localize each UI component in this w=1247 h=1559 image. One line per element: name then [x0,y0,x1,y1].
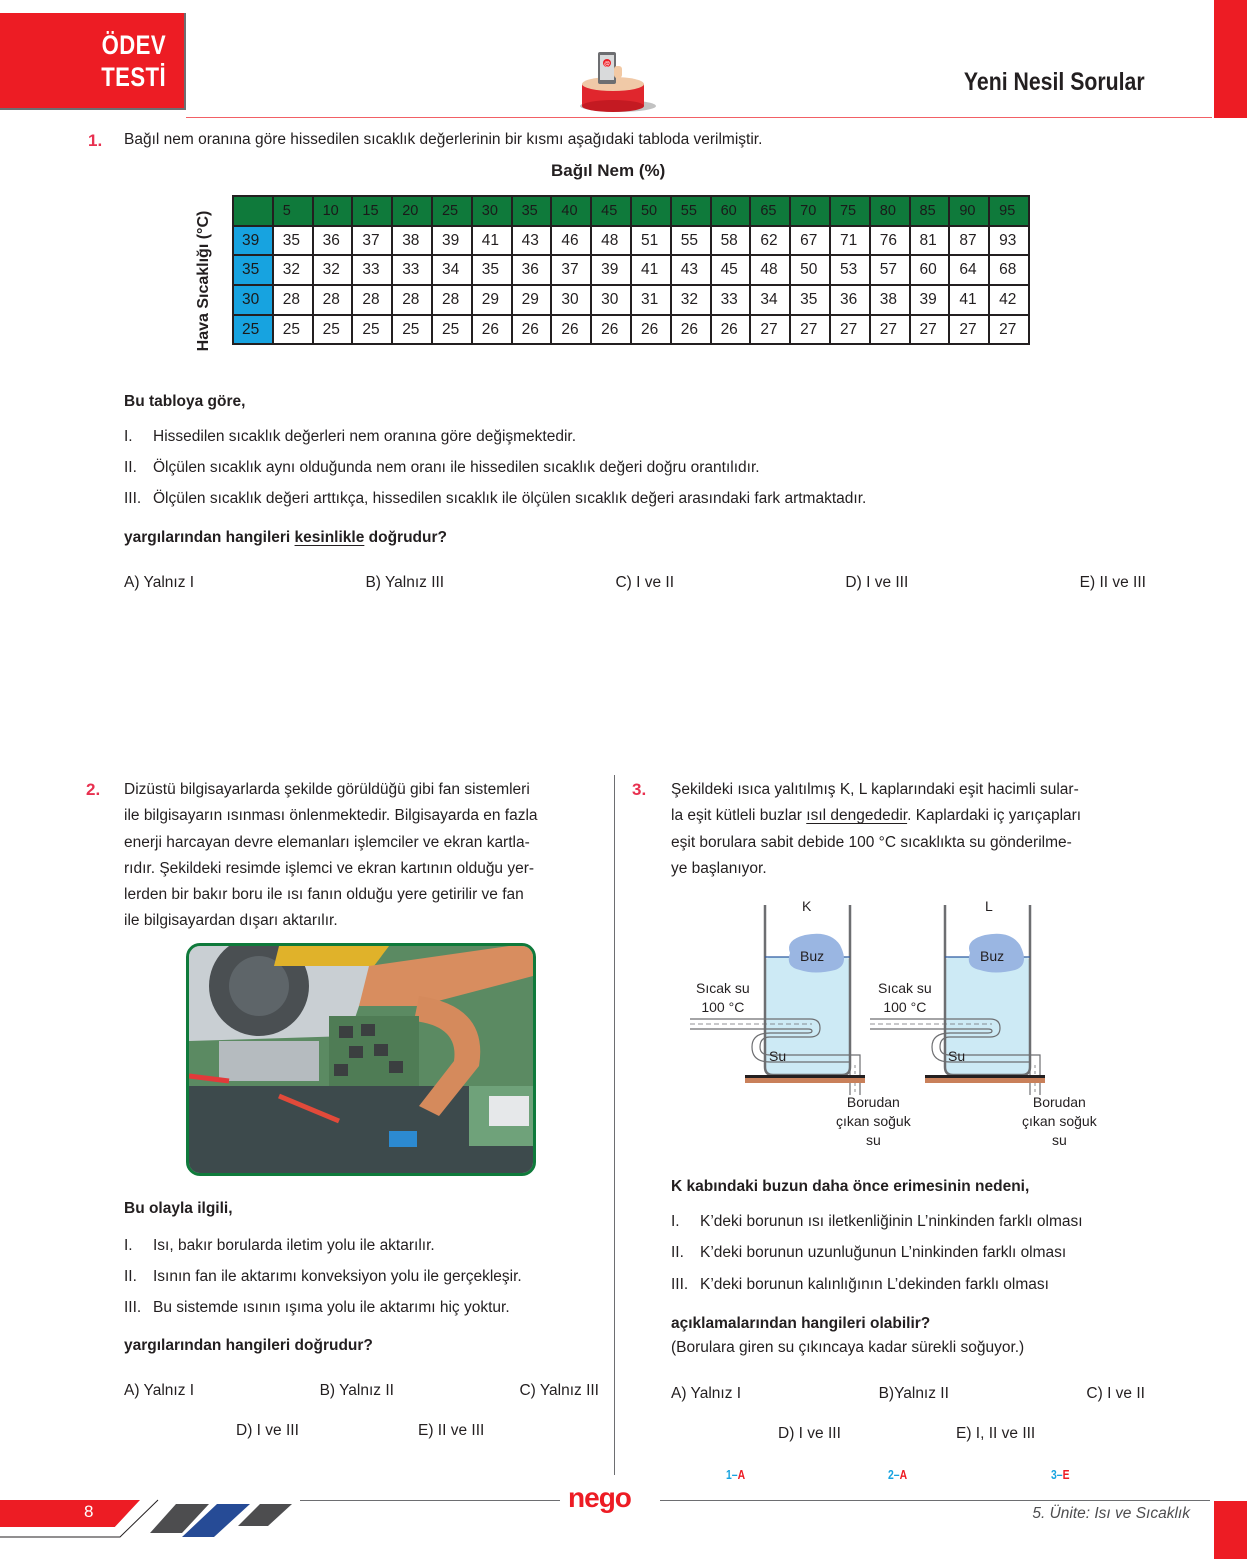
column-header: 55 [671,196,711,226]
option-b[interactable]: B) Yalnız III [365,574,445,591]
option-d[interactable]: D) I ve III [778,1425,841,1442]
phone-on-podium-icon [578,48,660,114]
column-divider [614,775,615,1475]
column-header: 65 [750,196,790,226]
table-cell: 28 [352,285,392,315]
table-cell: 28 [432,285,472,315]
option-a[interactable]: A) Yalnız I [124,574,195,591]
table-cell: 43 [512,226,552,256]
table-cell: 58 [711,226,751,256]
option-a[interactable]: A) Yalnız I [124,1382,195,1399]
q3-stem: Şekildeki ısıca yalıtılmış K, L kaplarındaki eşit hacimli sular- la eşit kütleli buzlar ısıl dengededir. Kaplardaki iç yarıçapları eşit borulara sabit debide 100 °C sıcaklıkta su gönderilme- ye başlanıyor. [671,781,1082,877]
table-cell: 53 [830,255,870,285]
table-cell: 28 [392,285,432,315]
water-l-label: Su [948,1048,966,1064]
q1-intro: Bu tabloya göre, [124,393,246,410]
q1-stem: Bağıl nem oranına göre hissedilen sıcaklık değerlerinin bir kısmı aşağıdaki tabloda verilmiştir. [124,131,763,148]
table-cell: 57 [870,255,910,285]
footer-stripes-decoration [0,1496,300,1541]
table-y-label: Hava Sıcaklığı (°C) [195,210,212,352]
table-cell: 42 [989,285,1029,315]
table-cell: 26 [711,315,751,345]
table-cell: 36 [512,255,552,285]
ice-l-label: Buz [980,948,1005,964]
column-header: 10 [313,196,353,226]
table-cell: 35 [790,285,830,315]
option-d[interactable]: D) I ve III [845,574,909,591]
q2-options-row-1 [124,1382,599,1400]
column-header: 30 [472,196,512,226]
table-cell: 34 [432,255,472,285]
table-cell: 37 [551,255,591,285]
q1-number: 1. [88,131,103,150]
q1-statement-1: I. Hissedilen sıcaklık değerleri nem oranına göre değişmektedir. [124,428,577,445]
q3-statement-3: III. K’deki borunun kalınlığının L’dekinden farklı olması [671,1276,1049,1293]
answer-key-2: 2–A [888,1467,908,1482]
table-cell: 41 [631,255,671,285]
table-cell: 67 [790,226,830,256]
table-cell: 37 [352,226,392,256]
table-cell: 28 [313,285,353,315]
table-cell: 31 [631,285,671,315]
table-cell: 36 [313,226,353,256]
answer-key-1: 1–A [726,1467,746,1482]
column-header: 50 [631,196,671,226]
table-cell: 27 [830,315,870,345]
header-title: Yeni Nesil Sorular [964,68,1145,96]
containers-diagram [690,895,1140,1160]
table-cell: 26 [512,315,552,345]
option-c[interactable]: C) I ve II [1086,1385,1145,1402]
q3-intro: K kabındaki buzun daha önce erimesinin nedeni, [671,1178,1030,1195]
header-divider [186,117,1212,118]
table-cell: 43 [671,255,711,285]
table-cell: 93 [989,226,1029,256]
table-row [233,226,1029,256]
row-header: 35 [233,255,273,285]
table-corner-cell [233,196,273,226]
option-e[interactable]: E) II ve III [1079,574,1146,591]
table-cell: 25 [352,315,392,345]
row-header: 25 [233,315,273,345]
q3-statement-1: I. K’deki borunun ısı iletkenliğinin L’ninkinden farklı olması [671,1213,1083,1230]
table-cell: 60 [910,255,950,285]
column-header: 25 [432,196,472,226]
column-header: 45 [591,196,631,226]
q3-note: (Borulara giren su çıkıncaya kadar sürekli soğuyor.) [671,1339,1025,1356]
q2-statement-2: II. Isının fan ile aktarımı konveksiyon yolu ile gerçekleşir. [124,1268,522,1285]
table-cell: 27 [750,315,790,345]
answer-key-3: 3–E [1051,1467,1070,1482]
q2-statement-1: I. Isı, bakır borularda iletim yolu ile aktarılır. [124,1237,435,1254]
table-cell: 39 [432,226,472,256]
table-cell: 39 [910,285,950,315]
table-cell: 32 [273,255,313,285]
column-header: 80 [870,196,910,226]
badge-line-1: ÖDEV [101,30,166,60]
column-header: 60 [711,196,751,226]
q2-stem: Dizüstü bilgisayarlarda şekilde görüldüğü gibi fan sistemleri ile bilgisayarın ısınması önlenmektedir. Bilgisayarda en fazla enerji harcayan devre elemanları işlemciler ve ekran kartla- rıdır. Şekildeki resimde işlemci ve ekran kartının olduğu yer- lerden bir bakır boru ile ısı fanın olduğu yere getirilir ve fan ile bilgisayardan dışarı aktarılır. [124,781,538,930]
q1-options [124,574,1146,592]
footer-rule-left [300,1500,560,1501]
container-k-label: K [802,898,812,914]
table-cell: 33 [352,255,392,285]
table-cell: 30 [591,285,631,315]
table-cell: 38 [392,226,432,256]
table-cell: 48 [591,226,631,256]
q2-statement-3: III. Bu sistemde ısının ışıma yolu ile aktarımı hiç yoktur. [124,1299,510,1316]
outlet-l-label: Borudan çıkan soğuk su [1022,1094,1097,1148]
table-cell: 81 [910,226,950,256]
q1-statement-2: II. Ölçülen sıcaklık aynı olduğunda nem oranı ile hissedilen sıcaklık değeri doğru orantılıdır. [124,459,760,476]
column-header: 95 [989,196,1029,226]
header-right-bar [1214,0,1247,118]
table-cell: 26 [472,315,512,345]
option-a[interactable]: A) Yalnız I [671,1385,742,1402]
table-row [233,315,1029,345]
column-header: 5 [273,196,313,226]
option-b[interactable]: B)Yalnız II [878,1385,949,1402]
table-cell: 27 [949,315,989,345]
table-cell: 38 [870,285,910,315]
footer-rule-right [660,1500,1210,1501]
humidity-table [232,195,1030,345]
inlet-k-label: Sıcak su 100 °C [696,980,750,1015]
option-b[interactable]: B) Yalnız II [319,1382,394,1399]
column-header: 70 [790,196,830,226]
q1-statement-3: III. Ölçülen sıcaklık değeri arttıkça, hissedilen sıcaklık ile ölçülen sıcaklık değeri arasındaki fark artmaktadır. [124,490,867,507]
q1-question: yargılarından hangileri kesinlikle doğrudur? [124,529,447,546]
option-c[interactable]: C) Yalnız III [519,1382,599,1399]
column-header: 85 [910,196,950,226]
table-cell: 25 [432,315,472,345]
column-header: 90 [949,196,989,226]
table-cell: 25 [392,315,432,345]
table-cell: 35 [472,255,512,285]
table-cell: 29 [512,285,552,315]
publisher-logo: nego [568,1482,631,1513]
table-cell: 30 [551,285,591,315]
table-cell: 25 [313,315,353,345]
footer-right-bar [1214,1501,1247,1559]
table-cell: 39 [591,255,631,285]
table-cell: 28 [273,285,313,315]
table-cell: 32 [313,255,353,285]
q3-question: açıklamalarından hangileri olabilir? [671,1315,931,1332]
column-header: 20 [392,196,432,226]
water-k-label: Su [769,1048,787,1064]
table-cell: 33 [392,255,432,285]
column-header: 35 [512,196,552,226]
table-cell: 48 [750,255,790,285]
q3-options-row-1 [671,1385,1145,1403]
option-c[interactable]: C) I ve II [615,574,675,591]
table-cell: 45 [711,255,751,285]
table-cell: 27 [989,315,1029,345]
table-cell: 68 [989,255,1029,285]
svg-text:@: @ [603,61,611,68]
table-cell: 25 [273,315,313,345]
badge-line-2: TESTİ [101,62,166,92]
q3-number: 3. [632,780,647,799]
table-cell: 50 [790,255,830,285]
table-cell: 34 [750,285,790,315]
table-cell: 27 [910,315,950,345]
table-cell: 41 [472,226,512,256]
table-cell: 36 [830,285,870,315]
table-title: Bağıl Nem (%) [551,161,666,180]
q2-question: yargılarından hangileri doğrudur? [124,1337,373,1354]
table-cell: 64 [949,255,989,285]
column-header: 40 [551,196,591,226]
column-header: 75 [830,196,870,226]
table-cell: 32 [671,285,711,315]
table-row [233,255,1029,285]
option-e[interactable]: E) I, II ve III [956,1425,1036,1442]
page-number: 8 [84,1502,94,1521]
table-header-row [233,196,1029,226]
header-badge [0,13,186,110]
table-cell: 26 [591,315,631,345]
q2-intro: Bu olayla ilgili, [124,1200,233,1217]
unit-title: 5. Ünite: Isı ve Sıcaklık [1032,1505,1190,1522]
table-cell: 29 [472,285,512,315]
table-cell: 71 [830,226,870,256]
row-header: 39 [233,226,273,256]
table-cell: 27 [870,315,910,345]
table-cell: 62 [750,226,790,256]
table-row [233,285,1029,315]
q2-number: 2. [86,780,101,799]
ice-k-label: Buz [800,948,825,964]
table-cell: 26 [631,315,671,345]
table-cell: 55 [671,226,711,256]
table-cell: 41 [949,285,989,315]
option-d[interactable]: D) I ve III [236,1422,299,1439]
table-cell: 87 [949,226,989,256]
q3-statement-2: II. K’deki borunun uzunluğunun L’ninkinden farklı olması [671,1244,1067,1261]
table-cell: 35 [273,226,313,256]
container-l-label: L [985,898,993,914]
table-cell: 76 [870,226,910,256]
table-cell: 26 [671,315,711,345]
option-e[interactable]: E) II ve III [418,1422,485,1439]
table-cell: 26 [551,315,591,345]
inlet-l-label: Sıcak su 100 °C [878,980,932,1015]
column-header: 15 [352,196,392,226]
table-cell: 51 [631,226,671,256]
outlet-k-label: Borudan çıkan soğuk su [836,1094,911,1148]
laptop-heatpipe-fan-photo [186,943,536,1176]
table-cell: 33 [711,285,751,315]
table-cell: 27 [790,315,830,345]
table-cell: 46 [551,226,591,256]
row-header: 30 [233,285,273,315]
